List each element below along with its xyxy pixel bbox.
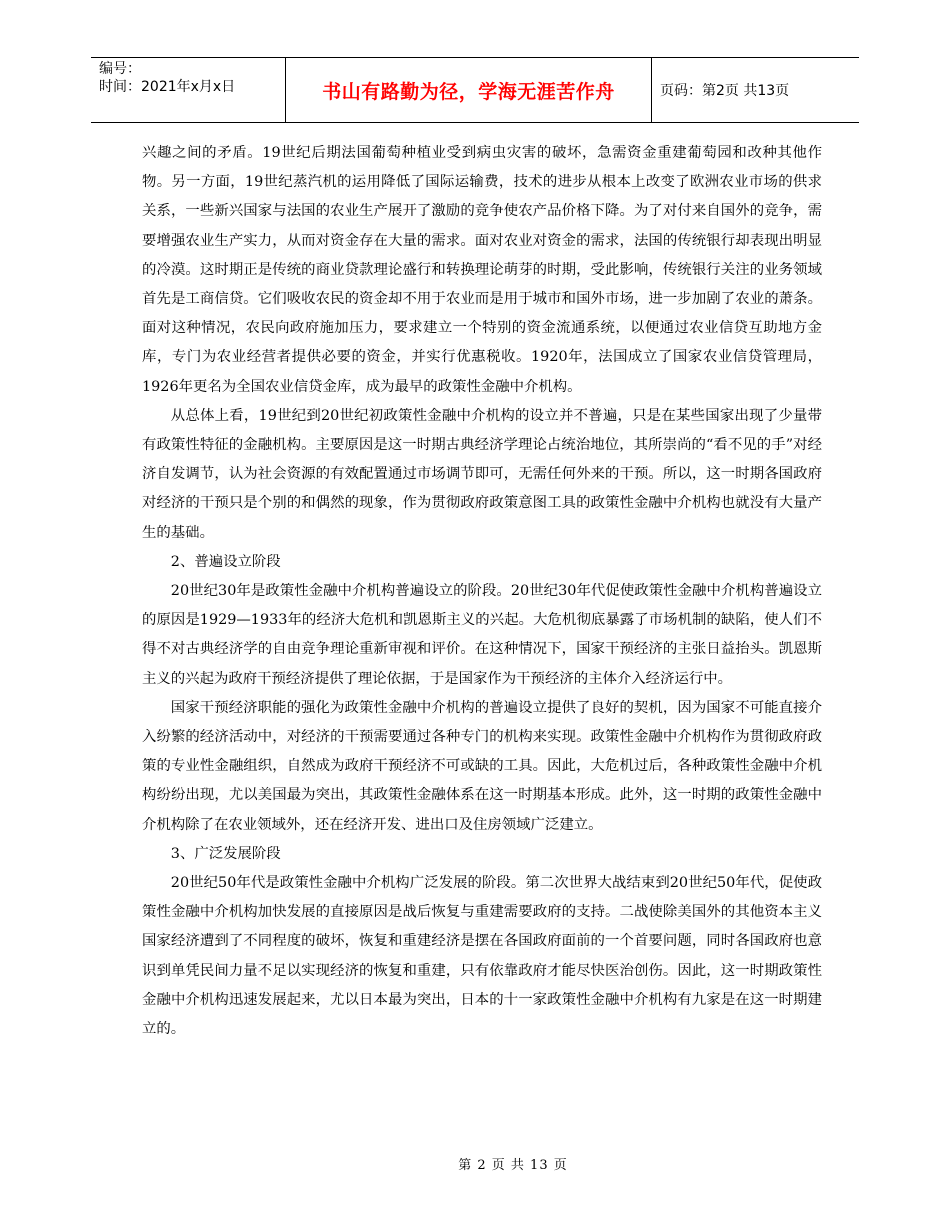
section-heading-3: 3、广泛发展阶段	[170, 845, 281, 862]
page-header	[91, 57, 859, 123]
paragraph-2: 从总体上看，19世纪到20世纪初政策性金融中介机构的设立并不普遍，只是在某些国家出现了少量带有政策性特征的金融机构。主要原因是这一时期古典经济学理论占统治地位，其所崇尚的“看不见的手”对经济自发调节，认为社会资源的有效配置通过市场调节即可，无需任何外来的干预。所以，这一时期各国政府对经济的干预只是个别的和偶然的现象，作为贯彻政府政策意图工具的政策性金融中介机构也就没有大量产生的基础。	[142, 407, 822, 541]
paragraph-1: 兴趣之间的矛盾。19世纪后期法国葡萄种植业受到病虫灾害的破坏，急需资金重建葡萄园和改种其他作物。另一方面，19世纪蒸汽机的运用降低了国际运输费，技术的进步从根本上改变了欧洲农业市场的供求关系，一些新兴国家与法国的农业生产展开了激励的竞争使农产品价格下降。为了对付来自国外的竞争，需要增强农业生产实力，从而对资金存在大量的需求。面对农业对资金的需求，法国的传统银行却表现出明显的冷漠。这时期正是传统的商业贷款理论盛行和转换理论萌芽的时期，受此影响，传统银行关注的业务领域首先是工商信贷。它们吸收农民的资金却不用于农业而是用于城市和国外市场，进一步加剧了农业的萧条。面对这种情况，农民向政府施加压力，要求建立一个特别的资金流通系统，以便通过农业信贷互助地方金库，专门为农业经营者提供必要的资金，并实行优惠税收。1920年，法国成立了国家农业信贷管理局，1926年更名为全国农业信贷金库，成为最早的政策性金融中介机构。	[142, 145, 822, 395]
header-meta	[91, 58, 286, 122]
number-label: 编号：	[99, 61, 141, 77]
time-line: 时间：2021年x月x日	[99, 79, 236, 95]
header-page-cell	[652, 58, 859, 122]
document-body	[142, 139, 822, 1044]
paragraph-3: 20世纪30年是政策性金融中介机构普遍设立的阶段。20世纪30年代促使政策性金融中介机构普遍设立的原因是1929—1933年的经济大危机和凯恩斯主义的兴起。大危机彻底暴露了市场机制的缺陷，使人们不得不对古典经济学的自由竞争理论重新审视和评价。在这种情况下，国家干预经济的主张日益抬头。凯恩斯主义的兴起为政府干预经济提供了理论依据，于是国家作为干预经济的主体介入经济运行中。	[142, 583, 822, 687]
paragraph-4: 国家干预经济职能的强化为政策性金融中介机构的普遍设立提供了良好的契机，因为国家不可能直接介入纷繁的经济活动中，对经济的干预需要通过各种专门的机构来实现。政策性金融中介机构作为贯彻政府政策的专业性金融组织，自然成为政府干预经济不可或缺的工具。因此，大危机过后，各种政策性金融中介机构纷纷出现，尤以美国最为突出，其政策性金融体系在这一时期基本形成。此外，这一时期的政策性金融中介机构除了在农业领域外，还在经济开发、进出口及住房领域广泛建立。	[142, 699, 822, 833]
section-heading-2: 2、普遍设立阶段	[170, 553, 281, 570]
paragraph-5: 20世纪50年代是政策性金融中介机构广泛发展的阶段。第二次世界大战结束到20世纪50年代，促使政策性金融中介机构加快发展的直接原因是战后恢复与重建需要政府的支持。二战使除美国外的其他资本主义国家经济遭到了不同程度的破坏，恢复和重建经济是摆在各国政府面前的一个首要问题，同时各国政府也意识到单凭民间力量不足以实现经济的恢复和重建，只有依靠政府才能尽快医治创伤。因此，这一时期政策性金融中介机构迅速发展起来，尤以日本最为突出，日本的十一家政策性金融中介机构有九家是在这一时期建立的。	[142, 875, 822, 1038]
page-footer: 第 2 页 共 13 页	[458, 1158, 568, 1173]
header-page-info: 页码：第2页 共13页	[660, 83, 790, 99]
header-motto-cell	[286, 58, 652, 122]
header-motto: 书山有路勤为径，学海无涯苦作舟	[322, 80, 615, 103]
